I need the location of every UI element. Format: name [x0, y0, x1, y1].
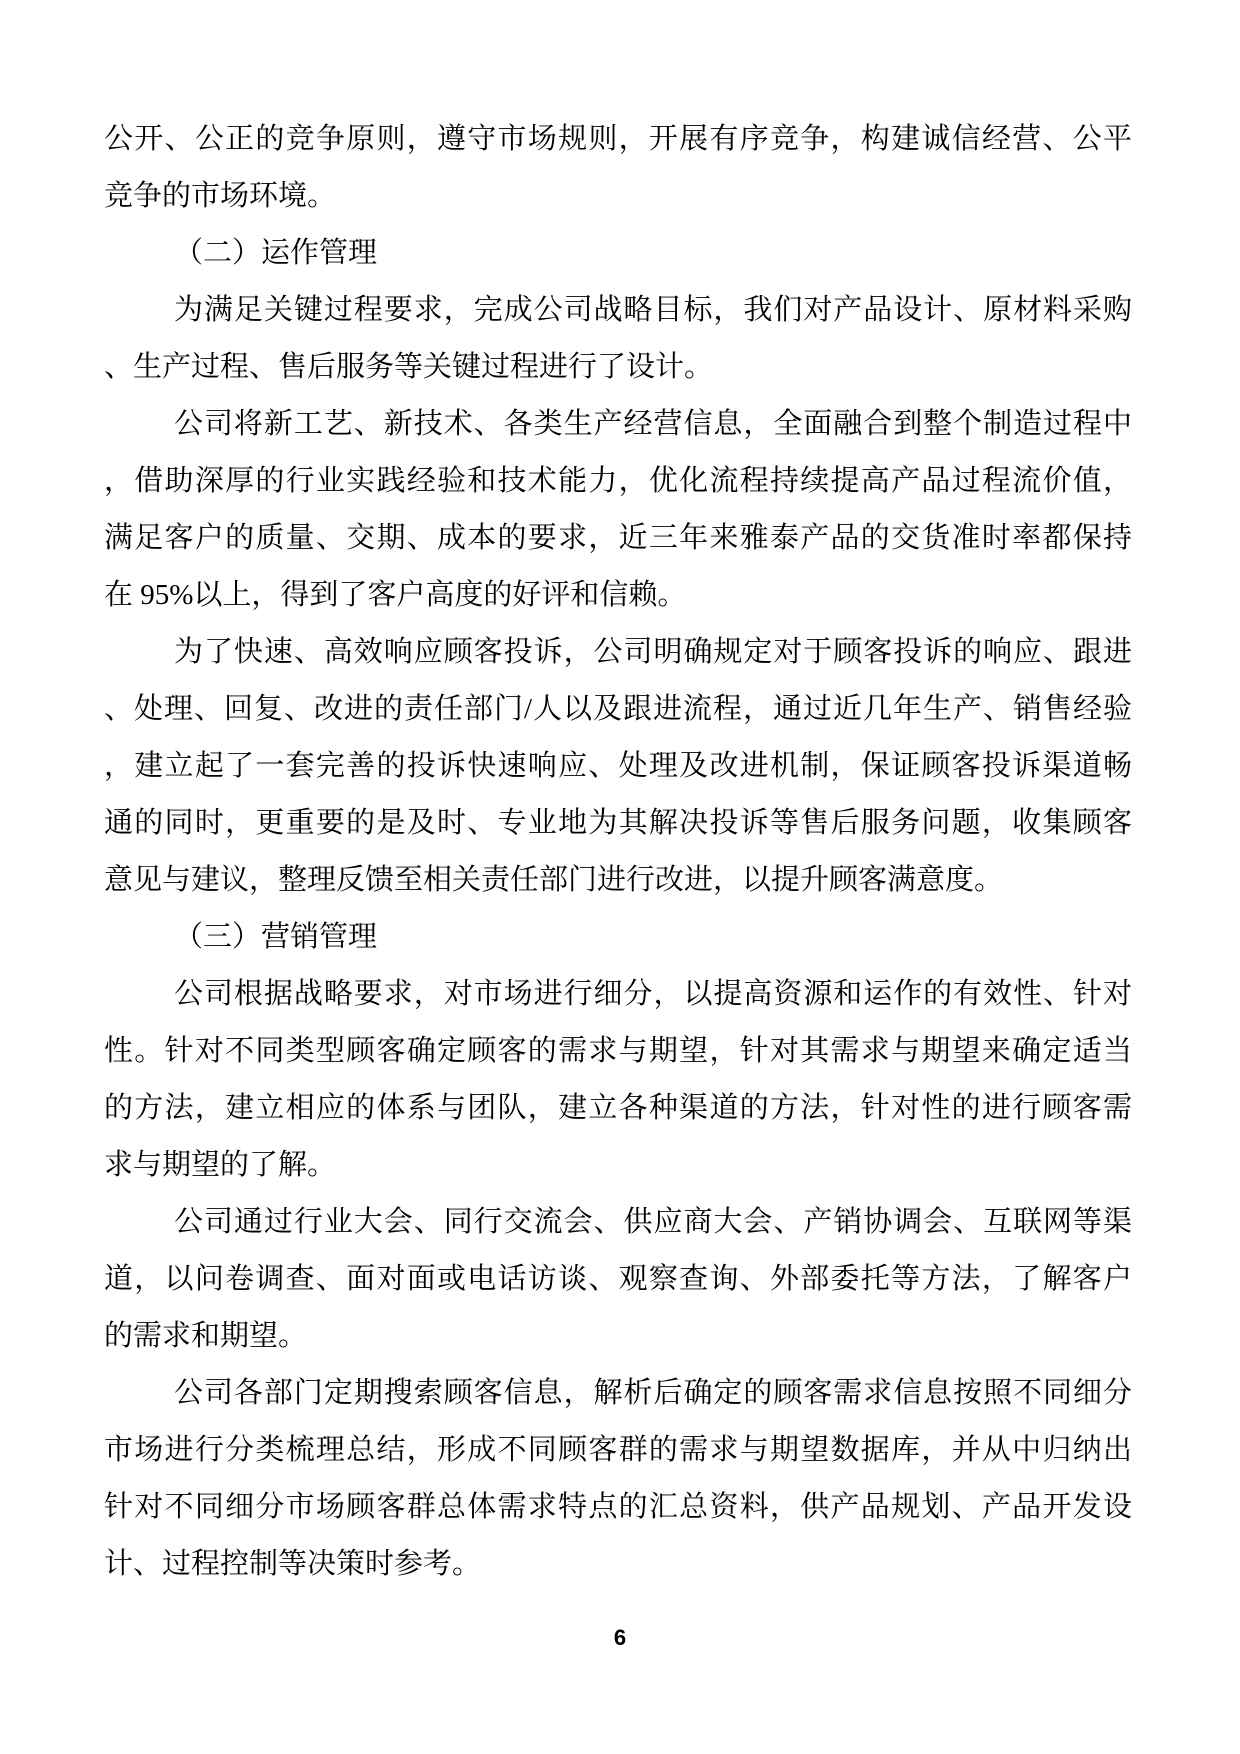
text-line: 公开、公正的竞争原则，遵守市场规则，开展有序竞争，构建诚信经营、公平	[104, 123, 1132, 155]
text-line: 、生产过程、售后服务等关键过程进行了设计。	[104, 351, 714, 383]
text-line: 公司将新工艺、新技术、各类生产经营信息，全面融合到整个制造过程中	[174, 408, 1132, 440]
document-body	[104, 111, 1132, 1593]
text-line: 求与期望的了解。	[104, 1149, 337, 1181]
paragraph	[104, 1194, 1132, 1365]
text-line: 公司各部门定期搜索顾客信息，解析后确定的顾客需求信息按照不同细分	[174, 1377, 1132, 1409]
text-line: 计、过程控制等决策时参考。	[104, 1548, 482, 1580]
paragraph	[104, 624, 1132, 909]
text-line: 道，以问卷调查、面对面或电话访谈、观察查询、外部委托等方法，了解客户	[104, 1263, 1132, 1295]
text-line: 竞争的市场环境。	[104, 180, 337, 212]
text-line: 的需求和期望。	[104, 1320, 308, 1352]
text-line: 针对不同细分市场顾客群总体需求特点的汇总资料，供产品规划、产品开发设	[104, 1491, 1132, 1523]
paragraph	[104, 282, 1132, 396]
text-line: ，借助深厚的行业实践经验和技术能力，优化流程持续提高产品过程流价值，	[104, 465, 1132, 497]
text-line: 公司通过行业大会、同行交流会、供应商大会、产销协调会、互联网等渠	[174, 1206, 1132, 1238]
text-line: 满足客户的质量、交期、成本的要求，近三年来雅泰产品的交货准时率都保持	[104, 522, 1132, 554]
page-number: 6	[613, 1625, 627, 1650]
section-heading	[104, 909, 1132, 966]
text-line: ，建立起了一套完善的投诉快速响应、处理及改进机制，保证顾客投诉渠道畅	[104, 750, 1132, 782]
text-line: 通的同时，更重要的是及时、专业地为其解决投诉等售后服务问题，收集顾客	[104, 807, 1132, 839]
text-line: 为了快速、高效响应顾客投诉，公司明确规定对于顾客投诉的响应、跟进	[174, 636, 1132, 668]
paragraph	[104, 1365, 1132, 1593]
paragraph	[104, 111, 1132, 225]
text-line: （二）运作管理	[174, 237, 378, 269]
text-line: 为满足关键过程要求，完成公司战略目标，我们对产品设计、原材料采购	[174, 294, 1132, 326]
text-line: 意见与建议，整理反馈至相关责任部门进行改进，以提升顾客满意度。	[104, 864, 1004, 896]
section-heading	[104, 225, 1132, 282]
text-line: 、处理、回复、改进的责任部门/人以及跟进流程，通过近几年生产、销售经验	[104, 693, 1132, 725]
text-line: （三）营销管理	[174, 921, 378, 953]
footer	[0, 1624, 1240, 1652]
text-line: 公司根据战略要求，对市场进行细分，以提高资源和运作的有效性、针对	[174, 978, 1132, 1010]
paragraph	[104, 396, 1132, 624]
paragraph	[104, 966, 1132, 1194]
text-line: 的方法，建立相应的体系与团队，建立各种渠道的方法，针对性的进行顾客需	[104, 1092, 1132, 1124]
text-line: 在 95%以上，得到了客户高度的好评和信赖。	[104, 579, 687, 611]
text-line: 市场进行分类梳理总结，形成不同顾客群的需求与期望数据库，并从中归纳出	[104, 1434, 1132, 1466]
text-line: 性。针对不同类型顾客确定顾客的需求与期望，针对其需求与期望来确定适当	[104, 1035, 1132, 1067]
